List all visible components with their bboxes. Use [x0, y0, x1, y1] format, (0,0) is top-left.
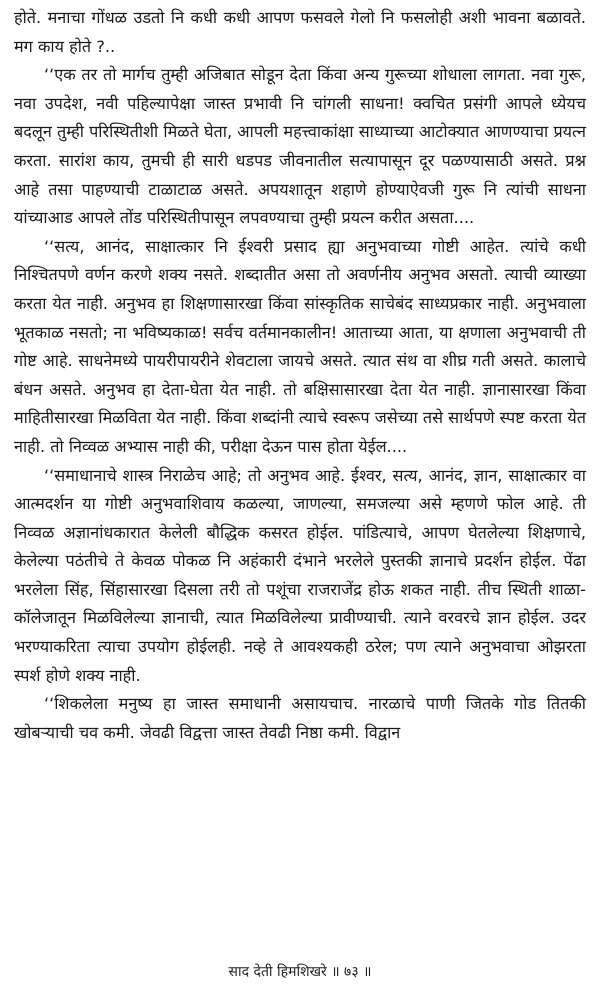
paragraph-4: ‘‘समाधानाचे शास्त्र निराळेच आहे; तो अनुभव आहे. ईश्वर, सत्य, आनंद, ज्ञान, साक्षात्कार वा आत्मदर्शन या गोष्टी अनुभवाशिवाय कळल्या, जाणल्या, समजल्या असे म्हणणे फोल आहे. ती निव्वळ अज्ञानांधकारात केलेली बौद्धिक कसरत होईल. पांडित्याचे, आपण घेतलेल्या शिक्षणाचे, केलेल्या पठंतीचे ते केवळ पोकळ नि अहंकारी दंभाने भरलेले पुस्तकी ज्ञानाचे प्रदर्शन होईल. पेंढा भरलेला सिंह, सिंहासारखा दिसला तरी तो पशूंचा राजराजेंद्र होऊ शकत नाही. तीच स्थिती शाळा-कॉलेजातून मिळविलेल्या ज्ञानाची, त्यात मिळविलेल्या प्रावीण्याची. त्याने वरवरचे ज्ञान होईल. उदर भरण्याकरिता त्याचा उपयोग होईलही. नव्हे ते आवश्यकही ठरेल; पण त्याने अनुभवाचा ओझरता स्पर्श होणे शक्य नाही. — [14, 465, 586, 685]
page-footer: साद देती हिमशिखरे ॥ ७३ ॥ — [228, 964, 372, 980]
paragraph-3: ‘‘सत्य, आनंद, साक्षात्कार नि ईश्वरी प्रसाद ह्या अनुभवाच्या गोष्टी आहेत. त्यांचे कधी निश्चितपणे वर्णन करणे शक्य नसते. शब्दातीत असा तो अवर्णनीय अनुभव असतो. त्याची व्याख्या करता येत नाही. अनुभव हा शिक्षणासारखा किंवा सांस्कृतिक साचेबंद साध्यप्रकार नाही. अनुभवाला भूतकाळ नसतो; ना भविष्यकाळ! सर्वच वर्तमानकालीन! आताच्या आता, या क्षणाला अनुभवाची ती गोष्ट आहे. साधनेमध्ये पायरीपायरीने शेवटाला जायचे असते. त्यात संथ वा शीघ्र गती असते. कालाचे बंधन असते. अनुभव हा देता-घेता येत नाही. तो बक्षिसासारखा देता येत नाही. ज्ञानासारखा किंवा माहितीसारखा मिळविता येत नाही. किंवा शब्दांनी त्याचे स्वरूप जसेच्या तसे सार्थपणे स्पष्ट करता येत नाही. तो निव्वळ अभ्यास नाही की, परीक्षा देऊन पास होता येईल.... — [14, 236, 587, 456]
paragraph-5: ‘‘शिकलेला मनुष्य हा जास्त समाधानी असायचाच. नारळाचे पाणी जितके गोड तितकी खोबऱ्याची चव कमी. जेवढी विद्वत्ता जास्त तेवढी निष्ठा कमी. विद्वान — [14, 694, 586, 742]
body-text — [14, 4, 586, 747]
paragraph-1: होते. मनाचा गोंधळ उडतो नि कधी कधी आपण फसवले गेलो नि फसलोही अशी भावना बळावते. मग काय होते ?.. — [14, 8, 586, 56]
paragraph-2: ‘‘एक तर तो मार्गच तुम्ही अजिबात सोडून देता किंवा अन्य गुरूच्या शोधाला लागता. नवा गुरू, नवा उपदेश, नवी पहिल्यापेक्षा जास्त प्रभावी नि चांगली साधना! क्वचित प्रसंगी आपले ध्येयच बदलून तुम्ही परिस्थितीशी मिळते घेता, आपली महत्त्वाकांक्षा साध्याच्या आटोक्यात आणण्याचा प्रयत्न करता. सारांश काय, तुमची ही सारी धडपड जीवनातील सत्यापासून दूर पळण्यासाठी असते. प्रश्न आहे तसा पाहण्याची टाळाटाळ असते. अपयशातून शहाणे होण्याऐवजी गुरू नि त्यांची साधना यांच्याआड आपले तोंड परिस्थितीपासून लपवण्याचा तुम्ही प्रयत्न करीत असता.... — [14, 65, 586, 228]
